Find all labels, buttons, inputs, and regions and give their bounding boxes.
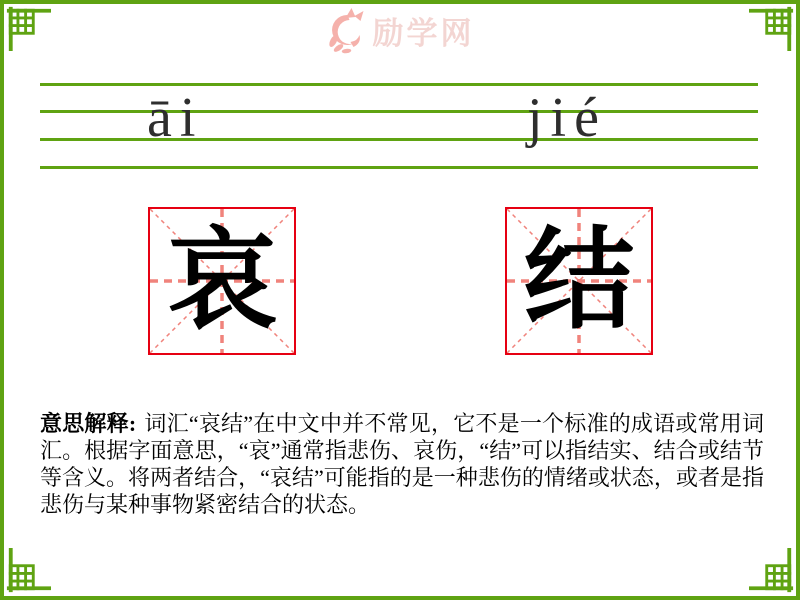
hanzi-grid-box-jie bbox=[505, 207, 653, 355]
hanzi-grid-box-ai bbox=[148, 207, 296, 355]
meaning-label: 意思解释: bbox=[40, 411, 137, 436]
hanzi-character: 哀 bbox=[167, 220, 277, 342]
pinyin-syllable-jie: jié bbox=[527, 87, 607, 149]
meaning-paragraph bbox=[40, 410, 764, 518]
pinyin-guide-line bbox=[40, 166, 758, 169]
meaning-body: 词汇“哀结”在中文中并不常见，它不是一个标准的成语或常用词汇。根据字面意思，“哀”通常指悲伤、哀伤，“结”可以指结实、结合或结节等含义。将两者结合，“哀结”可能指的是一种悲伤的情绪或状态，或者是指悲伤与某种事物紧密结合的状态。 bbox=[40, 411, 764, 517]
hanzi-character: 结 bbox=[524, 220, 634, 342]
pinyin-syllable-ai: āi bbox=[147, 87, 204, 149]
fox-logo-icon bbox=[326, 7, 368, 54]
site-name: 励学网 bbox=[372, 16, 475, 51]
corner-ornament-top-left bbox=[5, 5, 51, 51]
corner-ornament-bottom-right bbox=[749, 548, 795, 594]
site-logo bbox=[326, 7, 475, 54]
corner-ornament-bottom-left bbox=[5, 548, 51, 594]
corner-ornament-top-right bbox=[749, 5, 795, 51]
